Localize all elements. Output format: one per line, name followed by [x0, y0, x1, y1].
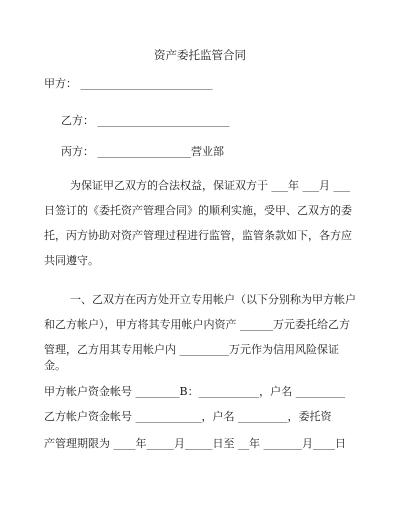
paragraph-2-line-2: 和乙方帐户），甲方将其专用帐户内资产 ______万元委托给乙方: [44, 318, 350, 331]
paragraph-2-line-4: 金。: [44, 359, 66, 372]
party-b-line: 乙方： ________________________: [61, 114, 230, 127]
party-a-line: 甲方： ________________________: [44, 77, 213, 90]
paragraph-1-line-4: 共同遵守。: [44, 254, 99, 267]
paragraph-1-line-2: 日签订的《委托资产管理合同》的顺利实施，受甲、乙双方的委: [44, 204, 352, 217]
account-line-2: 乙方帐户资金帐号 ____________，户名 _________，委托资: [44, 410, 332, 423]
document-title: 资产委托监管合同: [154, 48, 246, 62]
account-line-3: 产管理期限为 ____年_____月_____日至 __年 _______月____日: [44, 437, 346, 450]
paragraph-2-line-1: 一、乙双方在丙方处开立专用帐户（以下分别称为甲方帐户: [70, 293, 356, 306]
paragraph-2-line-3: 管理，乙方用其专用帐户内 _________万元作为信用风险保证: [44, 343, 339, 356]
party-c-line: 丙方： _________________营业部: [61, 145, 224, 158]
account-line-1: 甲方帐户资金帐号 ________B：___________，户名 _________: [44, 385, 346, 398]
paragraph-1-line-1: 为保证甲乙双方的合法权益，保证双方于 ___年 ___月 ___: [70, 179, 350, 192]
paragraph-1-line-3: 托，丙方协助对资产管理过程进行监管，监管条款如下，各方应: [44, 229, 352, 242]
